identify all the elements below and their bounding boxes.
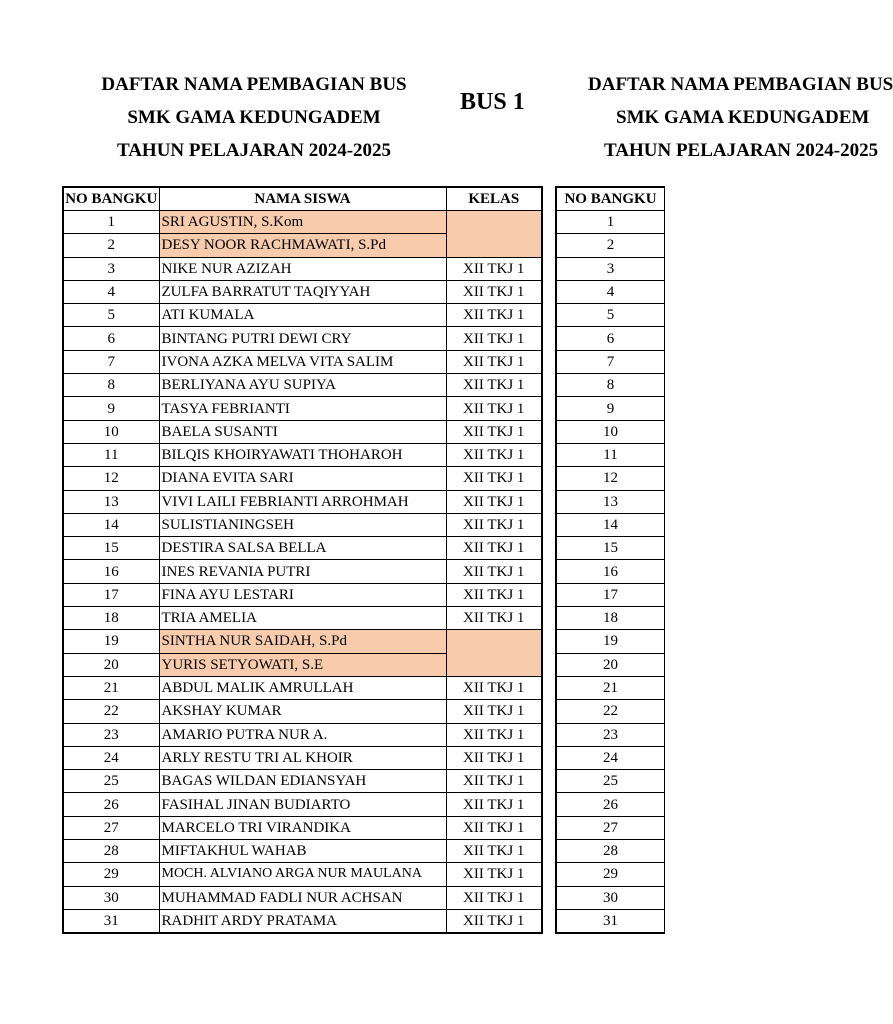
class-cell: XII TKJ 1 <box>446 280 542 303</box>
table-row <box>63 886 542 909</box>
table-row <box>63 350 542 373</box>
table-row <box>63 840 542 863</box>
side-seat-number: 14 <box>556 513 665 536</box>
student-name: TRIA AMELIA <box>159 607 446 630</box>
table-row <box>63 583 542 606</box>
student-name: ABDUL MALIK AMRULLAH <box>159 676 446 699</box>
table-row <box>63 327 542 350</box>
table-row <box>63 863 542 886</box>
side-passenger-table <box>555 186 665 934</box>
side-seat-number: 25 <box>556 770 665 793</box>
side-seat-number: 10 <box>556 420 665 443</box>
side-table-row <box>556 350 665 373</box>
seat-number: 8 <box>63 374 159 397</box>
doc-title-line-3: TAHUN PELAJARAN 2024-2025 <box>116 140 392 161</box>
right-title-clip <box>556 72 893 172</box>
student-name: DESY NOOR RACHMAWATI, S.Pd <box>159 234 446 257</box>
side-table-row <box>556 443 665 466</box>
class-cell: XII TKJ 1 <box>446 513 542 536</box>
seat-number: 29 <box>63 863 159 886</box>
class-cell: XII TKJ 1 <box>446 746 542 769</box>
side-seat-number: 26 <box>556 793 665 816</box>
table-row <box>63 816 542 839</box>
class-cell: XII TKJ 1 <box>446 490 542 513</box>
side-table-row <box>556 374 665 397</box>
student-name: BERLIYANA AYU SUPIYA <box>159 374 446 397</box>
right-title-line-1: DAFTAR NAMA PEMBAGIAN BUS <box>588 74 893 95</box>
class-cell: XII TKJ 1 <box>446 886 542 909</box>
side-seat-number: 31 <box>556 909 665 933</box>
side-table-row <box>556 630 665 653</box>
seat-number: 17 <box>63 583 159 606</box>
side-table-row <box>556 234 665 257</box>
col-header-name: NAMA SISWA <box>159 187 446 211</box>
table-row <box>63 537 542 560</box>
side-table-row <box>556 840 665 863</box>
class-cell <box>446 630 542 677</box>
table-row <box>63 280 542 303</box>
table-row <box>63 211 542 234</box>
seat-number: 13 <box>63 490 159 513</box>
seat-number: 4 <box>63 280 159 303</box>
side-seat-number: 22 <box>556 700 665 723</box>
side-seat-number: 11 <box>556 443 665 466</box>
class-cell: XII TKJ 1 <box>446 304 542 327</box>
seat-number: 12 <box>63 467 159 490</box>
class-cell: XII TKJ 1 <box>446 770 542 793</box>
side-table-row <box>556 257 665 280</box>
student-name: FASIHAL JINAN BUDIARTO <box>159 793 446 816</box>
class-cell: XII TKJ 1 <box>446 467 542 490</box>
table-row <box>63 257 542 280</box>
seat-number: 25 <box>63 770 159 793</box>
table-row <box>63 443 542 466</box>
side-seat-number: 24 <box>556 746 665 769</box>
student-name: AMARIO PUTRA NUR A. <box>159 723 446 746</box>
col-header-no: NO BANGKU <box>63 187 159 211</box>
side-table-row <box>556 816 665 839</box>
class-cell: XII TKJ 1 <box>446 863 542 886</box>
seat-number: 28 <box>63 840 159 863</box>
side-seat-number: 9 <box>556 397 665 420</box>
side-table-row <box>556 746 665 769</box>
student-name: ARLY RESTU TRI AL KHOIR <box>159 746 446 769</box>
table-row <box>63 304 542 327</box>
side-table-row <box>556 863 665 886</box>
side-seat-number: 2 <box>556 234 665 257</box>
side-table-row <box>556 513 665 536</box>
student-name: FINA AYU LESTARI <box>159 583 446 606</box>
side-seat-number: 28 <box>556 840 665 863</box>
table-row <box>63 700 542 723</box>
student-name: DESTIRA SALSA BELLA <box>159 537 446 560</box>
side-table-body <box>556 211 665 934</box>
student-name: AKSHAY KUMAR <box>159 700 446 723</box>
class-cell: XII TKJ 1 <box>446 607 542 630</box>
table-row <box>63 560 542 583</box>
side-seat-number: 21 <box>556 676 665 699</box>
class-cell: XII TKJ 1 <box>446 327 542 350</box>
side-table-row <box>556 211 665 234</box>
student-name: BINTANG PUTRI DEWI CRY <box>159 327 446 350</box>
table-row <box>63 397 542 420</box>
doc-title-line-2: SMK GAMA KEDUNGADEM <box>127 107 381 128</box>
side-table-row <box>556 537 665 560</box>
seat-number: 23 <box>63 723 159 746</box>
seat-number: 19 <box>63 630 159 653</box>
class-cell: XII TKJ 1 <box>446 397 542 420</box>
side-seat-number: 7 <box>556 350 665 373</box>
seat-number: 10 <box>63 420 159 443</box>
side-seat-number: 12 <box>556 467 665 490</box>
table-row <box>63 513 542 536</box>
table-row <box>63 630 542 653</box>
class-cell: XII TKJ 1 <box>446 676 542 699</box>
student-name: SINTHA NUR SAIDAH, S.Pd <box>159 630 446 653</box>
student-name: VIVI LAILI FEBRIANTI ARROHMAH <box>159 490 446 513</box>
class-cell: XII TKJ 1 <box>446 723 542 746</box>
side-seat-number: 13 <box>556 490 665 513</box>
side-seat-number: 20 <box>556 653 665 676</box>
student-name: RADHIT ARDY PRATAMA <box>159 909 446 933</box>
seat-number: 15 <box>63 537 159 560</box>
side-seat-number: 5 <box>556 304 665 327</box>
class-cell: XII TKJ 1 <box>446 420 542 443</box>
class-cell: XII TKJ 1 <box>446 909 542 933</box>
side-table-row <box>556 583 665 606</box>
side-table-row <box>556 653 665 676</box>
class-cell: XII TKJ 1 <box>446 793 542 816</box>
class-cell <box>446 211 542 258</box>
seat-number: 6 <box>63 327 159 350</box>
side-seat-number: 19 <box>556 630 665 653</box>
seat-number: 20 <box>63 653 159 676</box>
class-cell: XII TKJ 1 <box>446 560 542 583</box>
class-cell: XII TKJ 1 <box>446 443 542 466</box>
table-row <box>63 746 542 769</box>
side-table-row <box>556 909 665 933</box>
side-seat-number: 8 <box>556 374 665 397</box>
side-seat-number: 27 <box>556 816 665 839</box>
student-name: INES REVANIA PUTRI <box>159 560 446 583</box>
student-name: MOCH. ALVIANO ARGA NUR MAULANA <box>159 863 446 886</box>
side-table-row <box>556 397 665 420</box>
side-seat-number: 30 <box>556 886 665 909</box>
table-row <box>63 490 542 513</box>
class-cell: XII TKJ 1 <box>446 374 542 397</box>
side-col-header-no: NO BANGKU <box>556 187 665 211</box>
side-table-row <box>556 770 665 793</box>
side-table-header-row <box>556 187 665 211</box>
side-seat-number: 18 <box>556 607 665 630</box>
seat-number: 9 <box>63 397 159 420</box>
table-row <box>63 467 542 490</box>
side-table-row <box>556 700 665 723</box>
student-name: TASYA FEBRIANTI <box>159 397 446 420</box>
seat-number: 31 <box>63 909 159 933</box>
student-name: BAELA SUSANTI <box>159 420 446 443</box>
side-seat-number: 4 <box>556 280 665 303</box>
side-table-clip <box>555 186 657 932</box>
side-table-row <box>556 467 665 490</box>
table-row <box>63 607 542 630</box>
table-row <box>63 909 542 933</box>
side-table-row <box>556 607 665 630</box>
table-row <box>63 793 542 816</box>
seat-number: 26 <box>63 793 159 816</box>
side-seat-number: 29 <box>556 863 665 886</box>
table-row <box>63 420 542 443</box>
right-title-line-2: SMK GAMA KEDUNGADEM <box>616 107 870 128</box>
side-seat-number: 3 <box>556 257 665 280</box>
seat-number: 22 <box>63 700 159 723</box>
seat-number: 2 <box>63 234 159 257</box>
student-name: SULISTIANINGSEH <box>159 513 446 536</box>
student-name: SRI AGUSTIN, S.Kom <box>159 211 446 234</box>
student-name: MARCELO TRI VIRANDIKA <box>159 816 446 839</box>
class-cell: XII TKJ 1 <box>446 583 542 606</box>
student-name: BILQIS KHOIRYAWATI THOHAROH <box>159 443 446 466</box>
class-cell: XII TKJ 1 <box>446 840 542 863</box>
side-table-row <box>556 676 665 699</box>
side-table-row <box>556 327 665 350</box>
student-name: YURIS SETYOWATI, S.E <box>159 653 446 676</box>
seat-number: 11 <box>63 443 159 466</box>
seat-number: 27 <box>63 816 159 839</box>
table-row <box>63 723 542 746</box>
side-table-row <box>556 304 665 327</box>
doc-title-line-1: DAFTAR NAMA PEMBAGIAN BUS <box>101 74 407 95</box>
side-table-row <box>556 280 665 303</box>
seat-number: 14 <box>63 513 159 536</box>
table-row <box>63 770 542 793</box>
seat-number: 18 <box>63 607 159 630</box>
passenger-table <box>62 186 543 934</box>
class-cell: XII TKJ 1 <box>446 816 542 839</box>
col-header-kelas: KELAS <box>446 187 542 211</box>
table-header-row <box>63 187 542 211</box>
student-name: MUHAMMAD FADLI NUR ACHSAN <box>159 886 446 909</box>
side-table-row <box>556 420 665 443</box>
right-title-line-3: TAHUN PELAJARAN 2024-2025 <box>604 140 879 161</box>
seat-number: 1 <box>63 211 159 234</box>
class-cell: XII TKJ 1 <box>446 537 542 560</box>
student-name: IVONA AZKA MELVA VITA SALIM <box>159 350 446 373</box>
side-table-row <box>556 490 665 513</box>
table-row <box>63 676 542 699</box>
bus-label: BUS 1 <box>460 89 525 115</box>
side-seat-number: 6 <box>556 327 665 350</box>
side-table-row <box>556 723 665 746</box>
table-body <box>63 211 542 934</box>
side-seat-number: 15 <box>556 537 665 560</box>
side-table-row <box>556 793 665 816</box>
class-cell: XII TKJ 1 <box>446 257 542 280</box>
side-seat-number: 16 <box>556 560 665 583</box>
student-name: ZULFA BARRATUT TAQIYYAH <box>159 280 446 303</box>
seat-number: 21 <box>63 676 159 699</box>
side-table-row <box>556 886 665 909</box>
side-seat-number: 17 <box>556 583 665 606</box>
side-seat-number: 1 <box>556 211 665 234</box>
seat-number: 30 <box>63 886 159 909</box>
side-table-row <box>556 560 665 583</box>
side-seat-number: 23 <box>556 723 665 746</box>
student-name: DIANA EVITA SARI <box>159 467 446 490</box>
student-name: ATI KUMALA <box>159 304 446 327</box>
table-row <box>63 374 542 397</box>
seat-number: 24 <box>63 746 159 769</box>
student-name: BAGAS WILDAN EDIANSYAH <box>159 770 446 793</box>
student-name: MIFTAKHUL WAHAB <box>159 840 446 863</box>
student-name: NIKE NUR AZIZAH <box>159 257 446 280</box>
seat-number: 3 <box>63 257 159 280</box>
seat-number: 7 <box>63 350 159 373</box>
class-cell: XII TKJ 1 <box>446 350 542 373</box>
seat-number: 5 <box>63 304 159 327</box>
class-cell: XII TKJ 1 <box>446 700 542 723</box>
seat-number: 16 <box>63 560 159 583</box>
